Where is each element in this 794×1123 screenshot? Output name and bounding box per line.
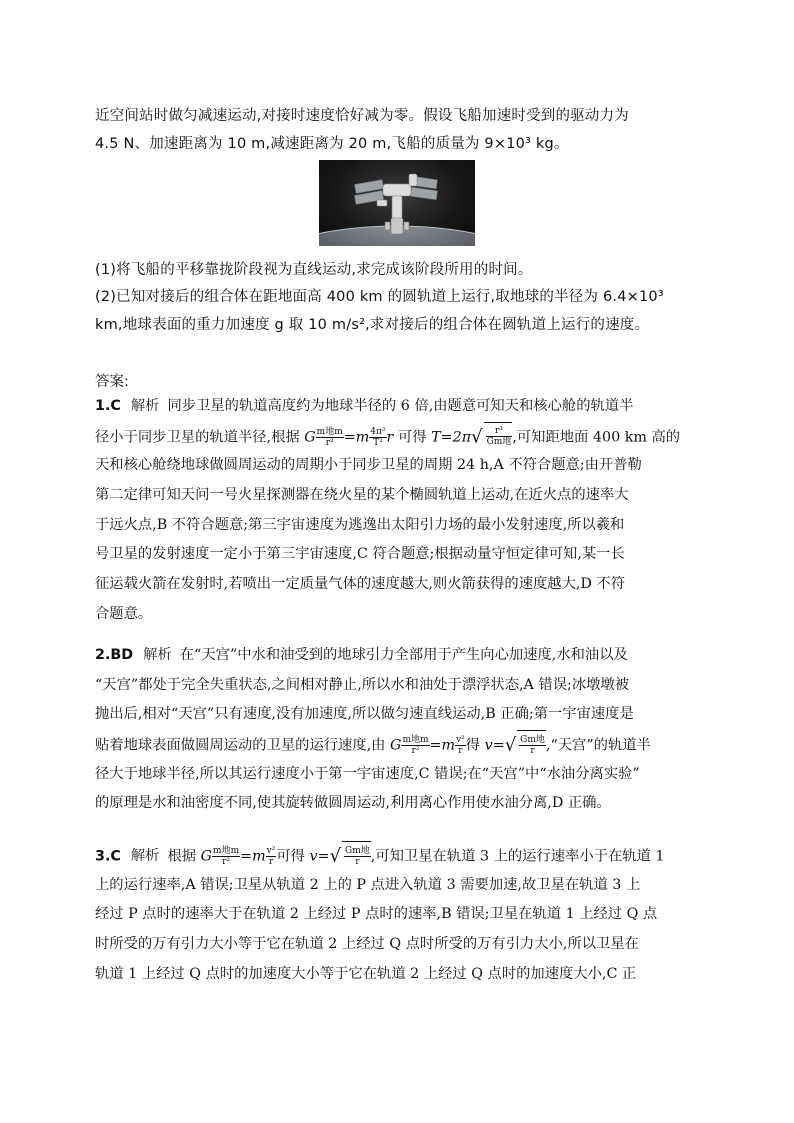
answer-3-number: 3.C [95,848,121,865]
question-line-2: 4.5 N、加速距离为 10 m,减速距离为 20 m,飞船的质量为 9×10³ kg。 [95,136,569,152]
answer-2 [95,641,699,819]
analysis-tag: 解析 [143,647,172,663]
answer-1-line-1: 1.C 解析 同步卫星的轨道高度约为地球半径的 6 倍,由题意可知天和核心舱的轨道半 [95,398,634,414]
answer-1-line-8: 合题意。 [95,605,153,622]
answer-3-line-5: 轨道 1 上经过 Q 点时的加速度大小等于它在轨道 2 上经过 Q 点时的加速度大小,C 正 [95,965,637,982]
answer-2-line-3: 抛出后,相对“天宫”只有速度,没有加速度,所以做匀速直线运动,B 正确;第一宇宙速度是 [95,706,634,723]
answer-3-line-4: 时所受的万有引力大小等于它在轨道 2 上经过 Q 点时所受的万有引力大小,所以卫星在 [95,936,639,953]
answer-3-line-2: 上的运行速率,A 错误;卫星从轨道 2 上的 P 点进入轨道 3 需要加速,故卫星在轨道 3 上 [95,876,641,893]
answer-1-line-4: 第二定律可知天问一号火星探测器在绕火星的某个椭圆轨道上运动,在近火点的速率大 [95,487,629,504]
question-part-1: (1)将飞船的平移靠拢阶段视为直线运动,求完成该阶段所用的时间。 [95,262,533,278]
analysis-tag: 解析 [130,848,160,865]
question-part-2-continued: km,地球表面的重力加速度 g 取 10 m/s²,求对接后的组合体在圆轨道上运行的速度。 [95,317,650,333]
centripetal-fraction: $\frac{\text{4π²}}{\text{T²}}$ [370,426,386,448]
gravity-fraction: $\frac{\text{m地m}}{\text{r²}}$ [316,426,343,448]
answer-3 [95,841,699,989]
answer-1-line-5: 于远火点,B 不符合题意;第三宇宙速度为逃逸出太阳引力场的最小发射速度,所以羲和 [95,516,625,533]
answer-2-line-5: 径大于地球半径,所以其运行速度小于第一宇宙速度,C 错误;在“天宫”中“水油分离实验” [95,765,640,782]
question-part-2: (2)已知对接后的组合体在距地面高 400 km 的圆轨道上运行,取地球的半径为 6.4×10³ [95,289,664,305]
answer-1-line-3: 天和核心舱绕地球做圆周运动的周期小于同步卫星的周期 24 h,A 不符合题意;由开普勒 [95,457,642,474]
answer-1-number: 1.C [95,398,121,414]
answer-2-line-6: 的原理是水和油密度不同,使其旋转做圆周运动,利用离心作用使水油分离,D 正确。 [95,795,611,812]
answer-2-line-2: “天宫”都处于完全失重状态,之间相对静止,所以水和油处于漂浮状态,A 错误;冰墩墩被 [95,676,630,693]
answer-2-line-4: 贴着地球表面做圆周运动的卫星的运行速度,由 G $\frac{\text{m地m}}{\text{r²}}$ =m $\frac{\text{v²}}{r}$ 得 v=√ $\frac{\text{Gm地}}{r}$ ,“天宫”的轨道半 [95,730,699,760]
answer-2-line-1: 2.BD 解析 在“天宫”中水和油受到的地球引力全部用于产生向心加速度,水和油以及 [95,647,628,663]
answers-heading: 答案: [95,374,129,390]
answer-2-number: 2.BD [95,647,134,663]
question-line-1: 近空间站时做匀减速运动,对接时速度恰好减为零。假设飞船加速时受到的驱动力为 [95,108,630,124]
answer-1-line-2: 径小于同步卫星的轨道半径,根据 G $\frac{\text{m地m}}{\text{r²}}$ =m $\frac{\text{4π²}}{\text{T²}}$ r 可得 T=2π√ $\frac{\text{r³}}{\text{Gm地}}$ ,可知距地面 400 km 高的 [95,422,699,452]
analysis-tag: 解析 [130,398,160,414]
answer-1 [95,392,699,630]
answer-1-line-6: 号卫星的发射速度一定小于第三宇宙速度,C 符合题意;根据动量守恒定律可知,某一长 [95,546,625,563]
answer-3-line-3: 经过 P 点时的速率大于在轨道 2 上经过 P 点时的速率,B 错误;卫星在轨道 1 上经过 Q 点 [95,906,658,923]
answer-3-line-1: 3.C 解析 根据 G $\frac{\text{m地m}}{\text{r²}}$ =m $\frac{\text{v²}}{r}$ 可得 v=√ $\frac{\text{Gm地}}{r}$ ,可知卫星在轨道 3 上的运行速率小于在轨道 1 [95,841,699,871]
answer-1-line-7: 征运载火箭在发射时,若喷出一定质量气体的速度越大,则火箭获得的速度越大,D 不符 [95,576,626,593]
space-station-photo [319,160,475,246]
